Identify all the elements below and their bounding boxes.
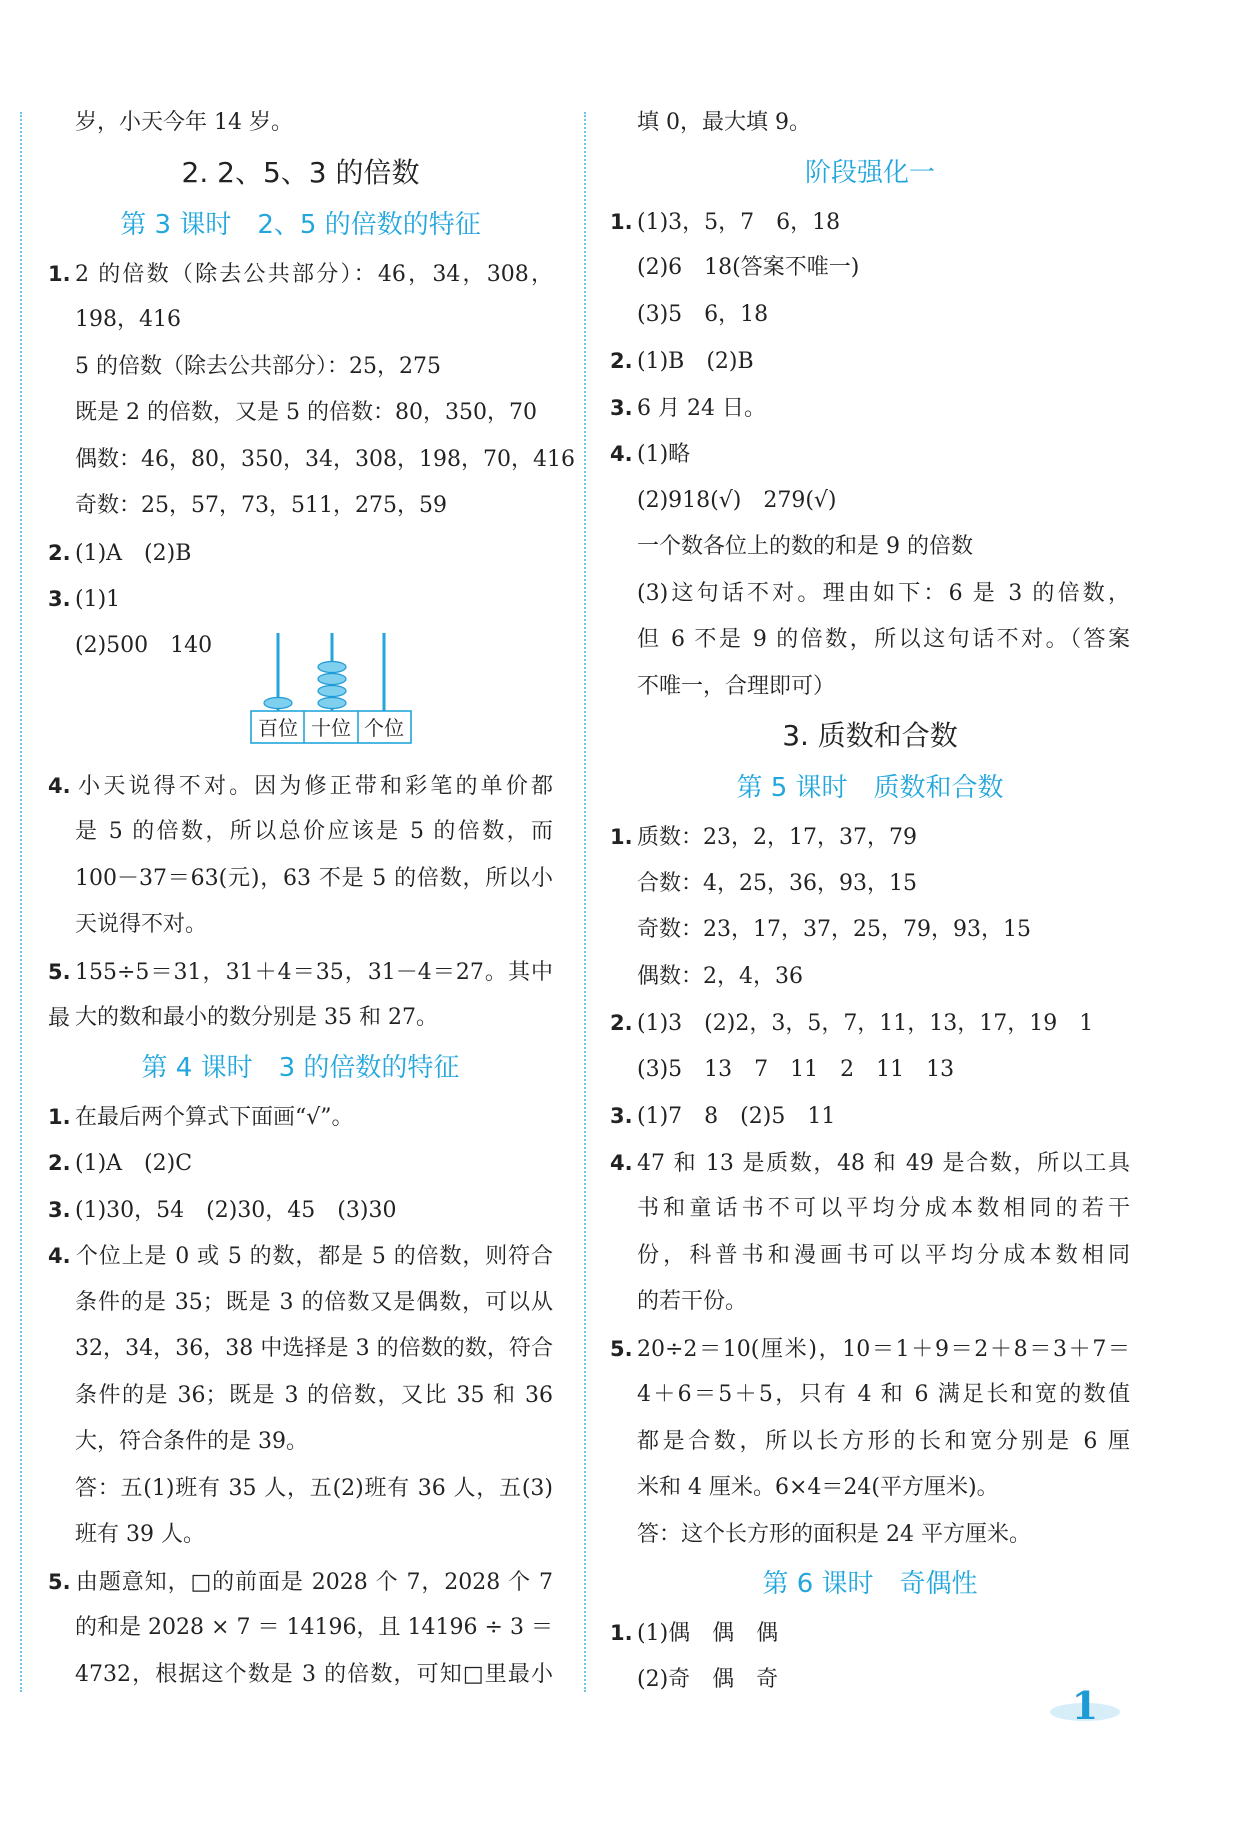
answer-line: 4732，根据这个数是 3 的倍数，可知□里最小 [75, 1661, 553, 1687]
answer-line: 偶数：46，80，350，34，308，198，70，416 [75, 446, 575, 472]
page-number: 1 [1071, 1683, 1099, 1728]
column-divider [584, 112, 586, 1692]
question-number: 4. [48, 773, 71, 798]
answer-text: (1)1 [75, 587, 121, 612]
question-number: 3. [610, 1104, 633, 1128]
section-heading: 3. 质数和合数 [782, 719, 958, 752]
answer-text: (1)略 [637, 442, 691, 467]
question-number: 2. [48, 540, 71, 565]
question-number: 5. [48, 959, 71, 984]
answer-line [48, 1094, 553, 1141]
question-number: 2. [48, 1151, 71, 1175]
answer-line: 份，科普书和漫画书可以平均分成本数相同 [637, 1242, 1130, 1268]
text-line: 岁，小天今年 14 岁。 [75, 110, 293, 135]
answer-line: 32，34，36，38 中选择是 3 的倍数的数，符合 [75, 1336, 553, 1361]
left-column [48, 100, 575, 1698]
answer-line: 书和童话书不可以平均分成本数相同的若干 [637, 1196, 1130, 1221]
answer-line: (2)6 18(答案不唯一) [637, 255, 860, 280]
answer-line [610, 385, 1130, 432]
answer-line: (3)5 13 7 11 2 11 13 [637, 1056, 955, 1082]
answer-line: (3)5 6，18 [637, 301, 769, 327]
question-number: 4. [48, 1244, 71, 1268]
question-number: 1. [610, 209, 633, 234]
answer-line: 大，符合条件的是 39。 [75, 1429, 308, 1454]
answer-line: 天说得不对。 [75, 912, 208, 937]
abacus-bead [318, 661, 346, 672]
answer-line: 合数：4，25，36，93，15 [637, 870, 917, 896]
question-number: 3. [610, 395, 633, 420]
answer-line: 答：这个长方形的面积是 24 平方厘米。 [637, 1521, 1031, 1547]
answer-line [610, 1000, 1130, 1047]
answer-line [610, 1140, 1130, 1187]
answer-line: 的若干份。 [637, 1289, 748, 1314]
answer-line: 大的数和最小的数分别是 35 和 27。 [75, 1005, 438, 1030]
answer-line: 既是 2 的倍数，又是 5 的倍数：80，350，70 [75, 400, 537, 425]
answer-line [610, 814, 1130, 861]
answer-line: 条件的是 36；既是 3 的倍数，又比 35 和 36 [75, 1382, 553, 1408]
abacus-bead [318, 685, 346, 696]
left-margin-rule [20, 112, 22, 1692]
answer-line [610, 1093, 1130, 1140]
lesson-heading: 第 3 课时 2、5 的倍数的特征 [120, 209, 481, 240]
answer-line: (2)500 140 [75, 632, 213, 658]
page-number-badge [1049, 1683, 1121, 1728]
question-number: 1. [48, 261, 71, 286]
answer-text: 2 的倍数（除去公共部分）：46，34，308， [75, 261, 553, 287]
answer-text: (1)A (2)C [75, 1151, 193, 1176]
answer-line: 米和 4 厘米。6×4＝24(平方厘米)。 [637, 1475, 999, 1500]
answer-line: 是 5 的倍数，所以总价应该是 5 的倍数，而 [75, 819, 553, 844]
lesson-heading: 第 6 课时 奇偶性 [762, 1569, 978, 1599]
answer-text: (1)3，5，7 6，18 [637, 209, 841, 235]
question-number: 5. [610, 1336, 633, 1361]
answer-line: 5 的倍数（除去公共部分）：25，275 [75, 353, 441, 379]
question-number: 3. [48, 1197, 71, 1222]
answer-line: 都是合数，所以长方形的长和宽分别是 6 厘 [637, 1428, 1130, 1454]
answer-line [48, 1233, 553, 1280]
answer-line [48, 763, 553, 810]
answer-line: 奇数：25，57，73，511，275，59 [75, 493, 447, 518]
abacus-diagram [250, 631, 412, 753]
answer-line [48, 251, 553, 298]
answer-text: 155÷5＝31，31＋4＝35，31－4＝27。其中最 [48, 959, 553, 1031]
stage-heading: 阶段强化一 [804, 157, 935, 188]
answer-line [48, 1140, 553, 1187]
answer-line: 条件的是 35；既是 3 的倍数又是偶数，可以从 [75, 1289, 553, 1315]
answer-line: 偶数：2，4，36 [637, 963, 803, 989]
question-number: 4. [610, 442, 633, 466]
abacus-answer [48, 623, 553, 763]
answer-line: 不唯一，合理即可） [637, 673, 836, 699]
answer-line [610, 1610, 1130, 1657]
answer-line [48, 576, 553, 623]
answer-line: (2)奇 偶 奇 [637, 1666, 779, 1692]
question-number: 3. [48, 587, 71, 611]
answer-text: (1)7 8 (2)5 11 [637, 1104, 836, 1129]
answer-text: (1)3 (2)2，3，5，7，11，13，17，19 1 [637, 1011, 1094, 1036]
answer-line: 4＋6＝5＋5，只有 4 和 6 满足长和宽的数值 [637, 1382, 1130, 1407]
answer-text: 小天说得不对。因为修正带和彩笔的单价都 [75, 773, 553, 799]
answer-text: 由题意知，□的前面是 2028 个 7，2028 个 7 [75, 1569, 553, 1595]
answer-line [48, 1187, 553, 1234]
answer-line [610, 431, 1130, 478]
question-number: 2. [610, 1011, 633, 1035]
abacus-bead [318, 673, 346, 684]
question-number: 2. [610, 349, 633, 373]
abacus-bead [264, 697, 292, 708]
answer-line: 班有 39 人。 [75, 1522, 205, 1547]
answer-text: 20÷2＝10(厘米)，10＝1＋9＝2＋8＝3＋7＝ [637, 1336, 1130, 1362]
answer-line: 的和是 2028 × 7 ＝ 14196，且 14196 ÷ 3 ＝ [75, 1615, 553, 1640]
answer-line: 但 6 不是 9 的倍数，所以这句话不对。（答案 [637, 627, 1130, 652]
answer-text: (1)30，54 (2)30，45 (3)30 [75, 1197, 397, 1223]
question-number: 5. [48, 1569, 71, 1594]
answer-text: (1)A (2)B [75, 540, 192, 566]
answer-text: 个位上是 0 或 5 的数，都是 5 的倍数，则符合 [75, 1244, 553, 1269]
lesson-heading: 第 5 课时 质数和合数 [736, 773, 1004, 803]
answer-line: 100－37＝63(元)，63 不是 5 的倍数，所以小 [75, 865, 553, 891]
answer-text: 47 和 13 是质数，48 和 49 是合数，所以工具 [637, 1150, 1130, 1176]
text-line: 填 0，最大填 9。 [637, 110, 811, 135]
answer-text: 质数：23，2，17，37，79 [637, 825, 917, 850]
answer-text: (1)偶 偶 偶 [637, 1621, 779, 1646]
answer-line: 答：五(1)班有 35 人，五(2)班有 36 人，五(3) [75, 1475, 553, 1501]
abacus-label: 十位 [311, 715, 351, 740]
answer-line [48, 1559, 553, 1606]
answer-line [610, 338, 1130, 385]
right-column [610, 100, 1130, 1703]
abacus-label: 个位 [364, 715, 404, 740]
lesson-heading: 第 4 课时 3 的倍数的特征 [141, 1052, 460, 1083]
abacus-label: 百位 [258, 715, 298, 740]
answer-text: (1)B (2)B [637, 349, 754, 374]
abacus-bead [318, 697, 346, 708]
answer-line: 一个数各位上的数的和是 9 的倍数 [637, 534, 973, 559]
question-number: 1. [610, 1621, 633, 1645]
answer-line [48, 530, 553, 577]
answer-line: (3)这句话不对。理由如下：6 是 3 的倍数， [637, 580, 1130, 606]
answer-text: 6 月 24 日。 [637, 395, 766, 421]
answer-line [610, 1326, 1130, 1373]
question-number: 1. [610, 825, 633, 849]
answer-line: (2)918(√) 279(√) [637, 487, 837, 513]
section-heading: 2. 2、5、3 的倍数 [181, 155, 420, 189]
question-number: 4. [610, 1150, 633, 1175]
answer-text: 在最后两个算式下面画“√”。 [75, 1104, 354, 1130]
answer-line: 奇数：23，17，37，25，79，93，15 [637, 917, 1031, 942]
answer-line: 198，416 [75, 307, 181, 332]
question-number: 1. [48, 1104, 71, 1129]
answer-line [610, 199, 1130, 246]
